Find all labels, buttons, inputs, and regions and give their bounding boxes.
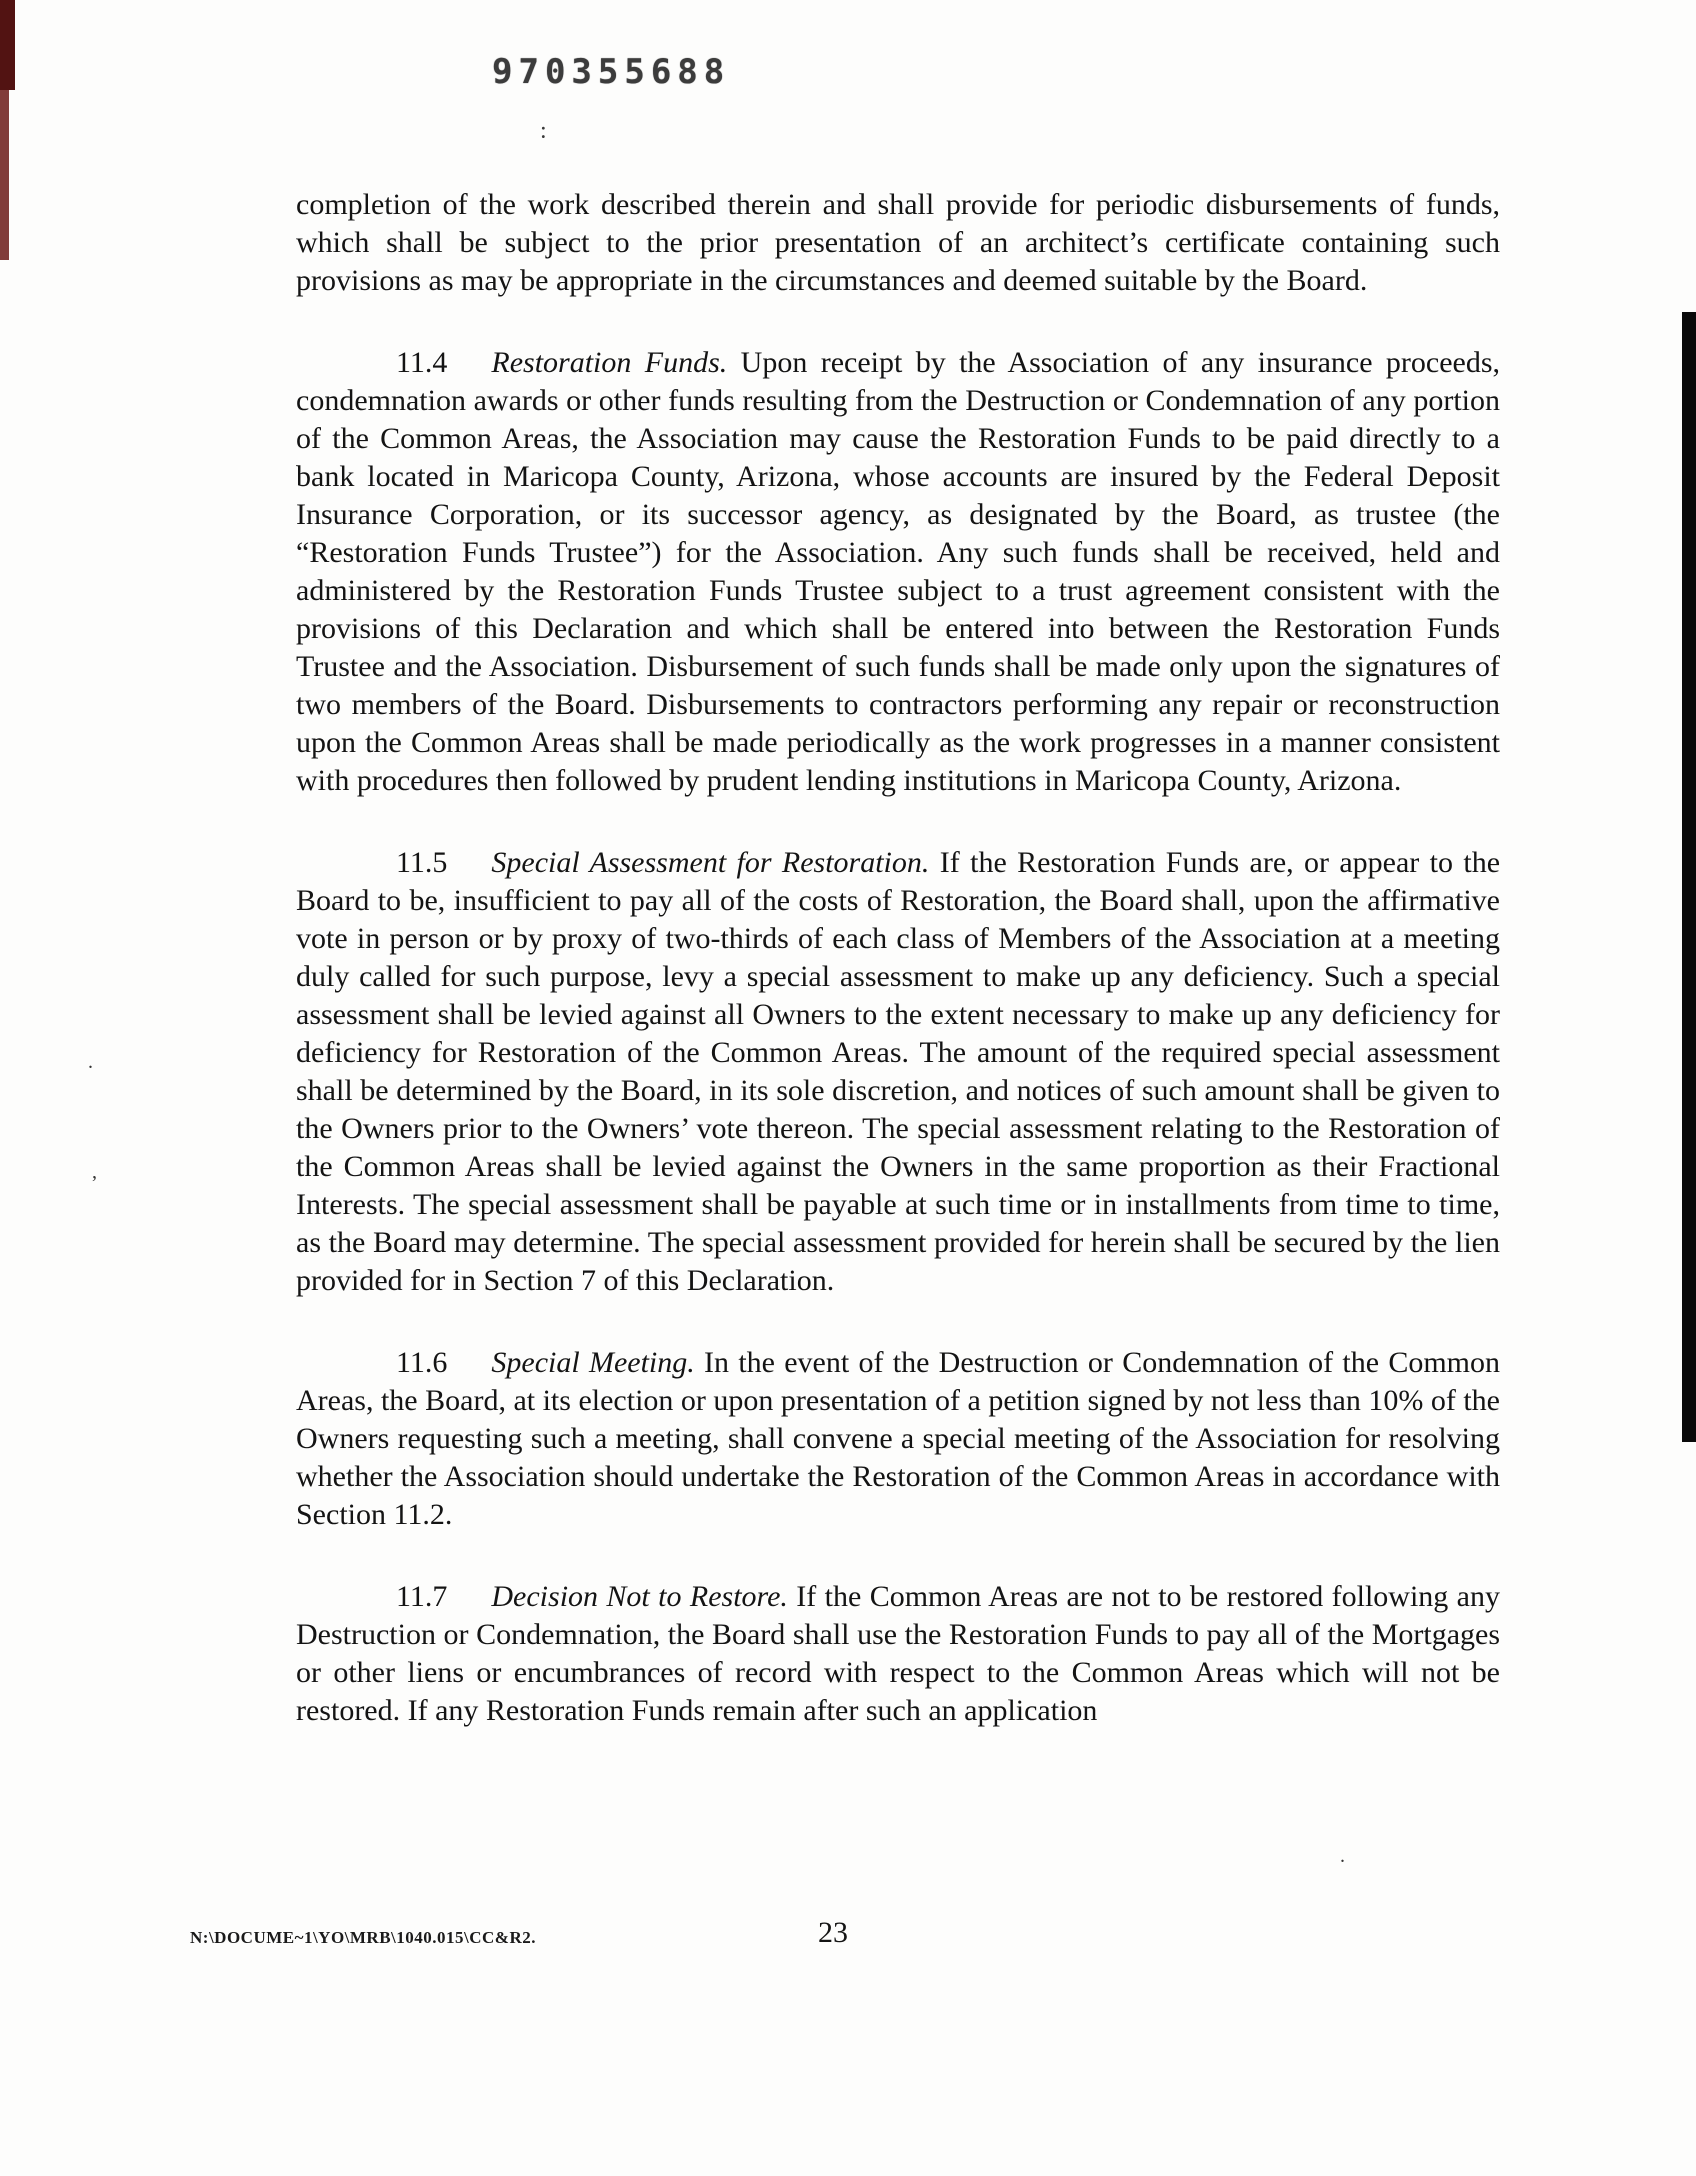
- section-body-text: If the Common Areas are not to be restored following any Destruction or Condemnation, the Board shall use the Restoration Funds to pay all of the Mortgages or other liens or encumbrances of record with respect to the Common Areas which will not be restored. If any Restoration Funds remain after such an application: [296, 1580, 1500, 1727]
- section-11-5: [296, 844, 1500, 1300]
- section-11-6: [296, 1344, 1500, 1534]
- scan-colon-mark: :: [540, 118, 547, 144]
- section-11-4: [296, 344, 1500, 800]
- section-body-text: If the Restoration Funds are, or appear to the Board to be, insufficient to pay all of the costs of Restoration, the Board shall, upon the affirmative vote in person or by proxy of two-thirds of each class of Members of the Association at a meeting duly called for such purpose, levy a special assessment to make up any deficiency. Such a special assessment shall be levied against all Owners to the extent necessary to make up any deficiency for deficiency for Restoration of the Common Areas. The amount of the required special assessment shall be determined by the Board, in its sole discretion, and notices of such amount shall be given to the Owners prior to the Owners’ vote thereon. The special assessment relating to the Restoration of the Common Areas shall be levied against the Owners in the same proportion as their Fractional Interests. The special assessment shall be payable at such time or in installments from time to time, as the Board may determine. The special assessment provided for herein shall be secured by the lien provided for in Section 7 of this Declaration.: [296, 846, 1501, 1297]
- document-body: [296, 186, 1500, 1730]
- scan-artifact-left-top: [0, 0, 15, 90]
- scan-speck: ,: [92, 1161, 97, 1183]
- section-number: 11.5: [396, 846, 448, 879]
- section-heading: Restoration Funds.: [491, 346, 728, 379]
- section-11-7: [296, 1578, 1500, 1730]
- recorder-stamp-number: 970355688: [492, 52, 731, 92]
- scan-artifact-left-edge: [0, 90, 9, 260]
- section-number: 11.6: [396, 1346, 448, 1379]
- section-number: 11.7: [396, 1580, 448, 1613]
- footer-file-path: N:\DOCUME~1\YO\MRB\1040.015\CC&R2.: [190, 1928, 536, 1947]
- section-body-text: In the event of the Destruction or Condemnation of the Common Areas, the Board, at its election or upon presentation of a petition signed by not less than 10% of the Owners requesting such a meeting, shall convene a special meeting of the Association for resolving whether the Association should undertake the Restoration of the Common Areas in accordance with Section 11.2.: [296, 1346, 1501, 1531]
- paragraph-continuation: completion of the work described therein and shall provide for periodic disbursements of funds, which shall be subject to the prior presentation of an architect’s certificate containing such provisions as may be appropriate in the circumstances and deemed suitable by the Board.: [296, 188, 1500, 297]
- scan-artifact-right-bar: [1682, 312, 1696, 1442]
- section-heading: Special Assessment for Restoration.: [491, 846, 930, 879]
- scan-speck: .: [1340, 1845, 1345, 1867]
- page-number: 23: [818, 1916, 848, 1949]
- section-body-text: Upon receipt by the Association of any insurance proceeds, condemnation awards or other funds resulting from the Destruction or Condemnation of any portion of the Common Areas, the Association may cause the Restoration Funds to be paid directly to a bank located in Maricopa County, Arizona, whose accounts are insured by the Federal Deposit Insurance Corporation, or its successor agency, as designated by the Board, as trustee (the “Restoration Funds Trustee”) for the Association. Any such funds shall be received, held and administered by the Restoration Funds Trustee subject to a trust agreement consistent with the provisions of this Declaration and which shall be entered into between the Restoration Funds Trustee and the Association. Disbursement of such funds shall be made only upon the signatures of two members of the Board. Disbursements to contractors performing any repair or reconstruction upon the Common Areas shall be made periodically as the work progresses in a manner consistent with procedures then followed by prudent lending institutions in Maricopa County, Arizona.: [296, 346, 1501, 797]
- section-number: 11.4: [396, 346, 448, 379]
- scan-speck: .: [88, 1051, 93, 1073]
- section-heading: Decision Not to Restore.: [491, 1580, 788, 1613]
- section-heading: Special Meeting.: [491, 1346, 695, 1379]
